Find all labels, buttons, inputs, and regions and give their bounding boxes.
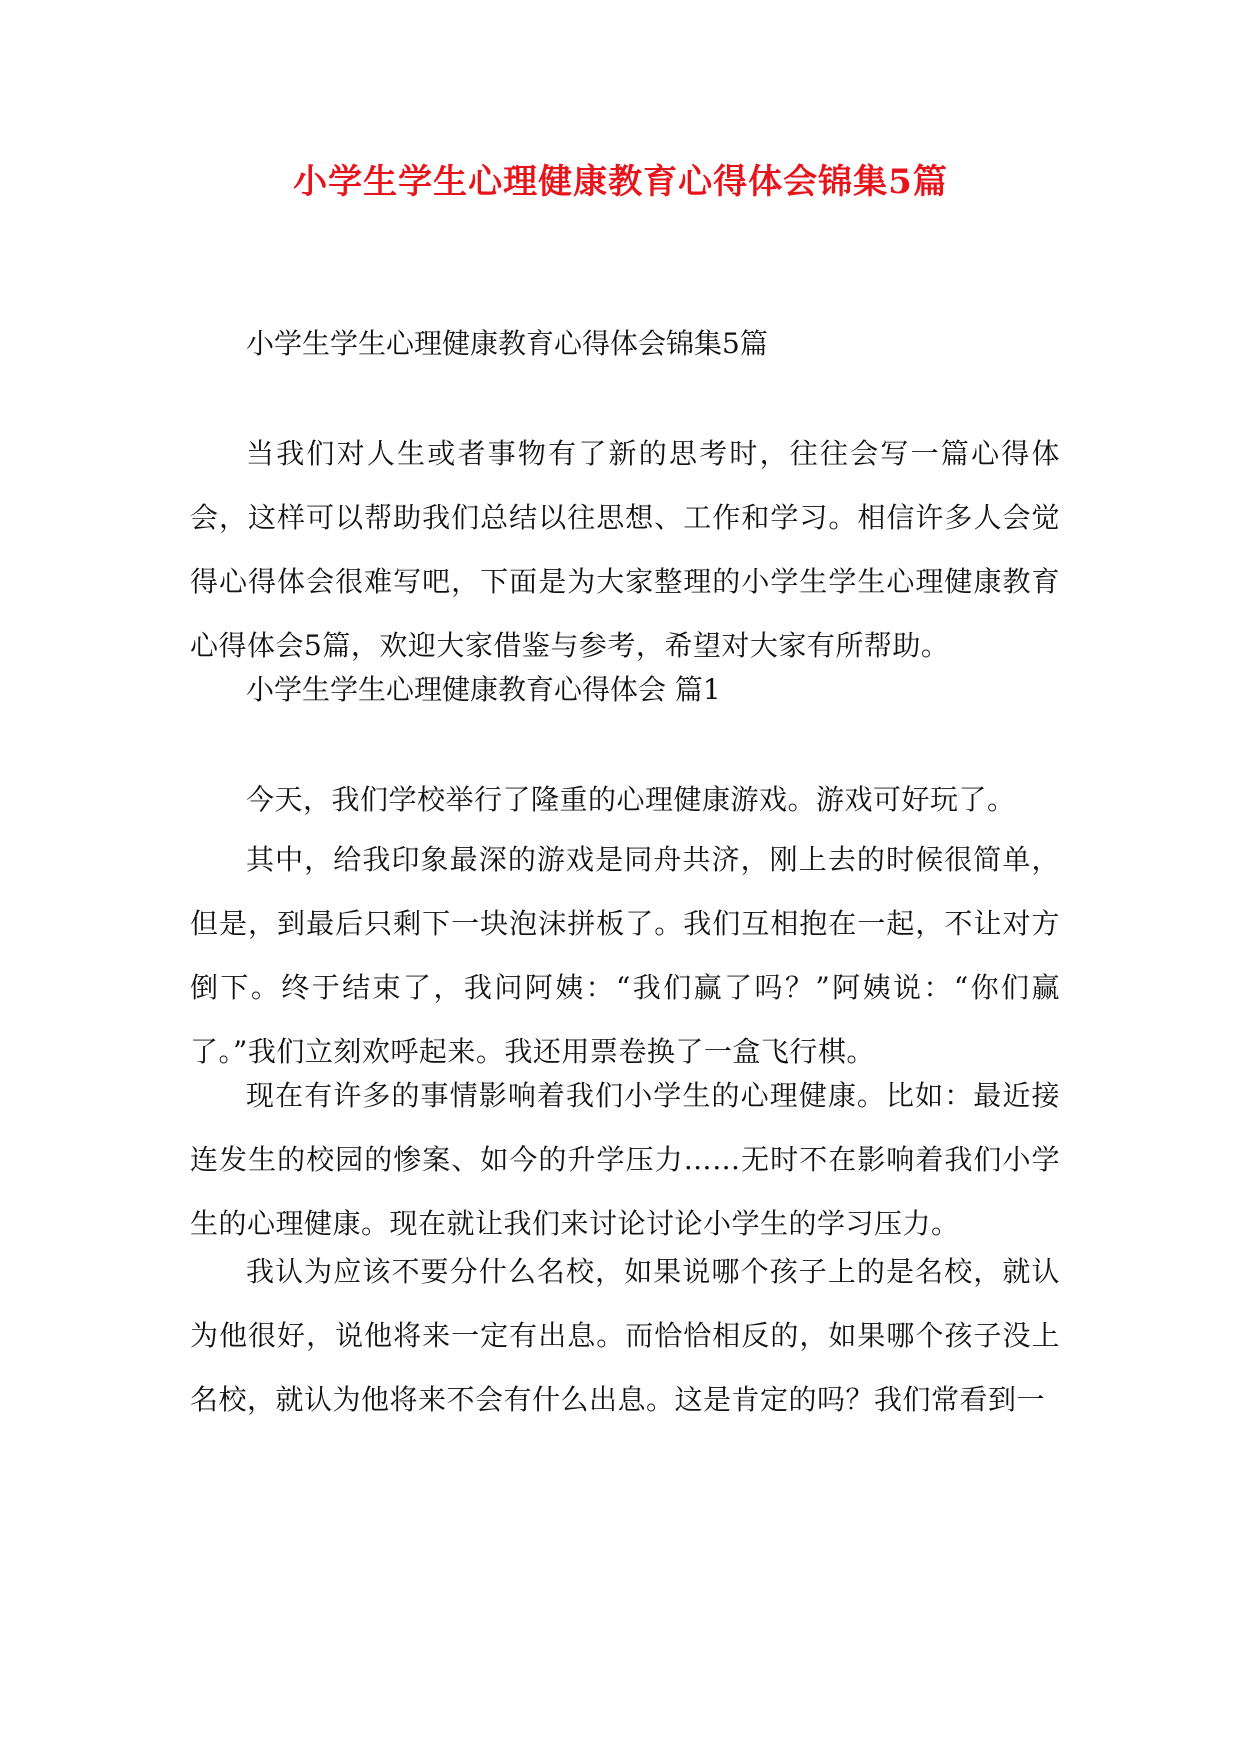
section-heading: 小学生学生心理健康教育心得体会 篇1 — [246, 673, 721, 706]
paragraph-1: 今天，我们学校举行了隆重的心理健康游戏。游戏可好玩了。 — [246, 783, 1016, 816]
paragraph-3: 现在有许多的事情影响着我们小学生的心理健康。比如：最近接连发生的校园的惨案、如今的升学压力……无时不在影响着我们小学生的心理健康。现在就让我们来讨论讨论小学生的学习压力。 — [190, 1079, 1060, 1240]
intro-paragraph: 当我们对人生或者事物有了新的思考时，往往会写一篇心得体会，这样可以帮助我们总结以往思想、工作和学习。相信许多人会觉得心得体会很难写吧，下面是为大家整理的小学生学生心理健康教育心得体会5篇，欢迎大家借鉴与参考，希望对大家有所帮助。 — [190, 437, 1060, 662]
paragraph-2: 其中，给我印象最深的游戏是同舟共济，刚上去的时候很简单，但是，到最后只剩下一块泡沫拼板了。我们互相抱在一起，不让对方倒下。终于结束了，我问阿姨：“我们赢了吗？”阿姨说：“你们赢了。”我们立刻欢呼起来。我还用票卷换了一盒飞行棋。 — [190, 843, 1060, 1068]
document-title: 小学生学生心理健康教育心得体会锦集5篇 — [293, 162, 948, 202]
paragraph-4: 我认为应该不要分什么名校，如果说哪个孩子上的是名校，就认为他很好，说他将来一定有出息。而恰恰相反的，如果哪个孩子没上名校，就认为他将来不会有什么出息。这是肯定的吗？我们常看到一 — [190, 1255, 1060, 1416]
document-subtitle: 小学生学生心理健康教育心得体会锦集5篇 — [246, 327, 768, 360]
